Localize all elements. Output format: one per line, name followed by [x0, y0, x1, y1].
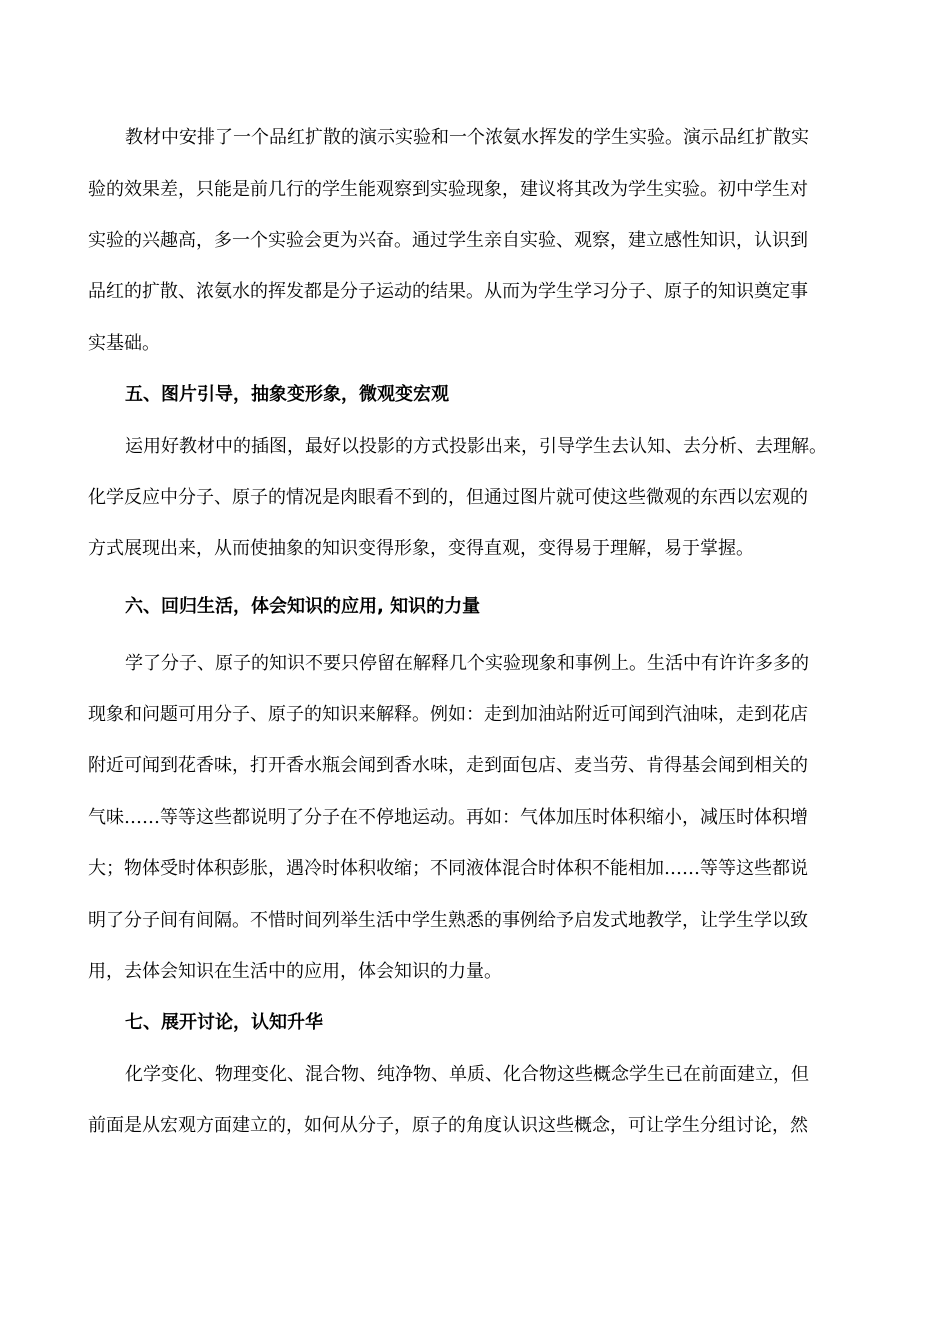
- section-heading-6: 六、回归生活，体会知识的应用, 知识的力量: [125, 596, 481, 617]
- paragraph-3-line-1: 学了分子、原子的知识不要只停留在解释几个实验现象和事例上。生活中有许许多多的: [125, 653, 809, 674]
- paragraph-3-line-3: 附近可闻到花香味，打开香水瓶会闻到香水味，走到面包店、麦当劳、肯得基会闻到相关的: [88, 755, 808, 776]
- paragraph-3-line-2: 现象和问题可用分子、原子的知识来解释。例如：走到加油站附近可闻到汽油味，走到花店: [88, 704, 808, 725]
- section-heading-7: 七、展开讨论，认知升华: [125, 1012, 323, 1033]
- paragraph-1-line-2: 验的效果差，只能是前几行的学生能观察到实验现象，建议将其改为学生实验。初中学生对: [88, 179, 808, 200]
- paragraph-4-line-1: 化学变化、物理变化、混合物、纯净物、单质、化合物这些概念学生已在前面建立，但: [125, 1064, 809, 1085]
- paragraph-1-line-4: 品红的扩散、浓氨水的挥发都是分子运动的结果。从而为学生学习分子、原子的知识奠定事: [88, 281, 808, 302]
- paragraph-1-line-1: 教材中安排了一个品红扩散的演示实验和一个浓氨水挥发的学生实验。演示品红扩散实: [125, 127, 809, 148]
- paragraph-4-line-2: 前面是从宏观方面建立的，如何从分子，原子的角度认识这些概念，可让学生分组讨论，然: [88, 1115, 808, 1136]
- paragraph-1-line-3: 实验的兴趣高，多一个实验会更为兴奋。通过学生亲自实验、观察，建立感性知识，认识到: [88, 230, 808, 251]
- paragraph-2-line-1: 运用好教材中的插图，最好以投影的方式投影出来，引导学生去认知、去分析、去理解。: [125, 436, 827, 457]
- paragraph-2-line-3: 方式展现出来，从而使抽象的知识变得形象，变得直观，变得易于理解，易于掌握。: [88, 538, 754, 559]
- paragraph-3-line-5: 大；物体受时体积彭胀，遇冷时体积收缩；不同液体混合时体积不能相加……等等这些都说: [88, 858, 808, 879]
- paragraph-1-line-5: 实基础。: [88, 333, 160, 354]
- section-heading-5: 五、图片引导，抽象变形象，微观变宏观: [125, 384, 449, 405]
- paragraph-2-line-2: 化学反应中分子、原子的情况是肉眼看不到的，但通过图片就可使这些微观的东西以宏观的: [88, 487, 808, 508]
- paragraph-3-line-6: 明了分子间有间隔。不惜时间列举生活中学生熟悉的事例给予启发式地教学，让学生学以致: [88, 910, 808, 931]
- paragraph-3-line-4: 气味……等等这些都说明了分子在不停地运动。再如：气体加压时体积缩小，减压时体积增: [88, 807, 808, 828]
- paragraph-3-line-7: 用，去体会知识在生活中的应用，体会知识的力量。: [88, 961, 502, 982]
